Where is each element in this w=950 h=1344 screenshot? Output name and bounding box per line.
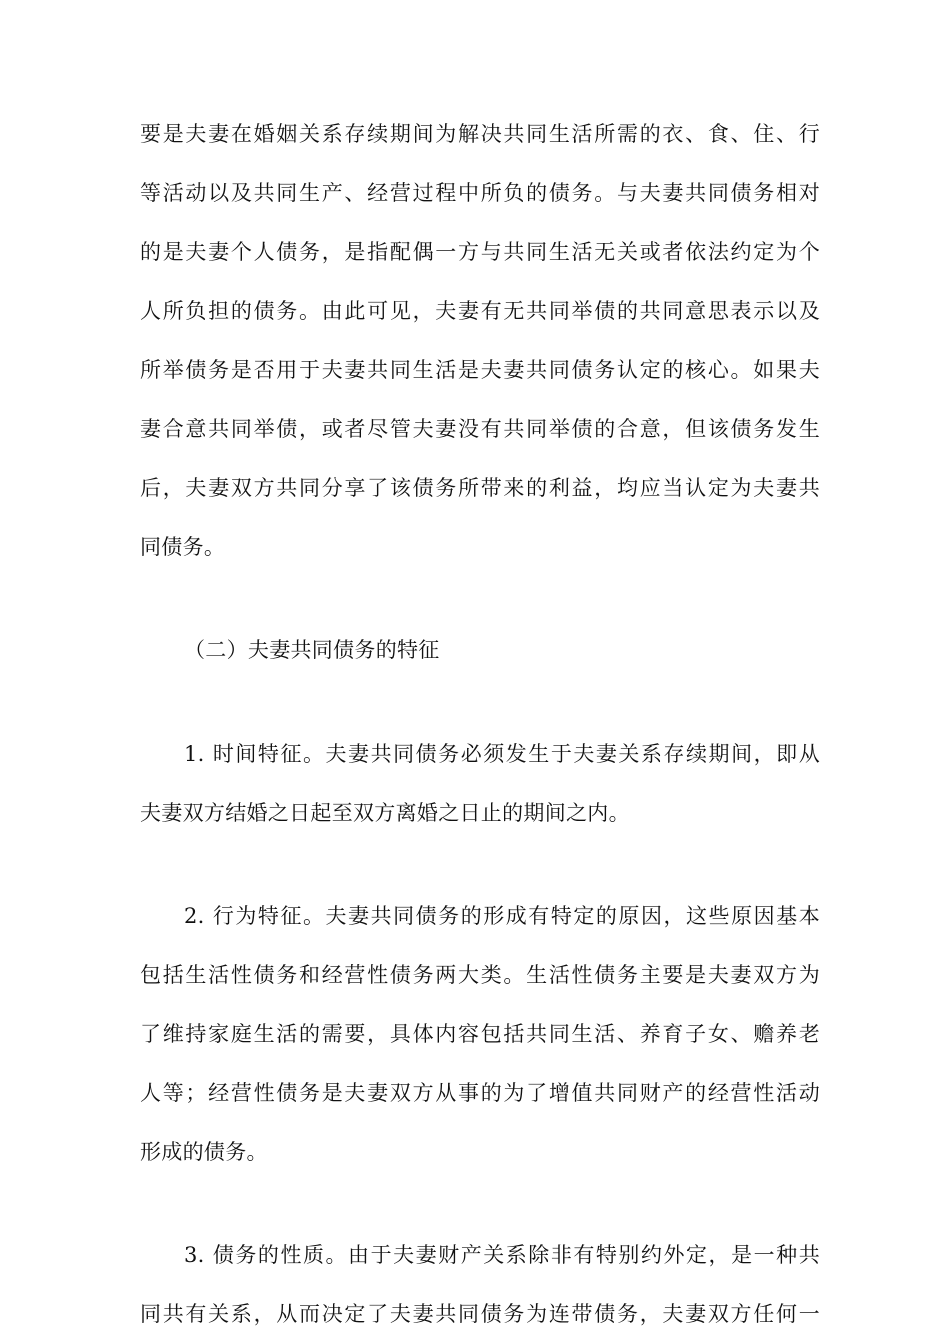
paragraph-line: 妻合意共同举债，或者尽管夫妻没有共同举债的合意，但该债务发生 xyxy=(140,417,820,441)
paragraph-line: 人等；经营性债务是夫妻双方从事的为了增值共同财产的经营性活动 xyxy=(140,1081,820,1105)
paragraph-line: 包括生活性债务和经营性债务两大类。生活性债务主要是夫妻双方为 xyxy=(140,963,820,987)
paragraph-line: 2. 行为特征。夫妻共同债务的形成有特定的原因，这些原因基本 xyxy=(184,904,820,928)
paragraph-line: 同共有关系，从而决定了夫妻共同债务为连带债务，夫妻双方任何一 xyxy=(140,1302,820,1326)
paragraph-line: 了维持家庭生活的需要，具体内容包括共同生活、养育子女、赡养老 xyxy=(140,1022,820,1046)
section-heading: （二）夫妻共同债务的特征 xyxy=(184,638,440,662)
paragraph-line: 3. 债务的性质。由于夫妻财产关系除非有特别约外定，是一种共 xyxy=(184,1243,820,1267)
paragraph-line: 同债务。 xyxy=(140,535,226,559)
paragraph-line: 形成的债务。 xyxy=(140,1140,268,1164)
paragraph-line: 人所负担的债务。由此可见，夫妻有无共同举债的共同意思表示以及 xyxy=(140,299,820,323)
paragraph-line: 要是夫妻在婚姻关系存续期间为解决共同生活所需的衣、食、住、行 xyxy=(140,122,820,146)
paragraph-line: 夫妻双方结婚之日起至双方离婚之日止的期间之内。 xyxy=(140,801,630,825)
paragraph-line: 的是夫妻个人债务，是指配偶一方与共同生活无关或者依法约定为个 xyxy=(140,240,820,264)
paragraph-line: 后，夫妻双方共同分享了该债务所带来的利益，均应当认定为夫妻共 xyxy=(140,476,820,500)
paragraph-line: 等活动以及共同生产、经营过程中所负的债务。与夫妻共同债务相对 xyxy=(140,181,820,205)
paragraph-line: 所举债务是否用于夫妻共同生活是夫妻共同债务认定的核心。如果夫 xyxy=(140,358,820,382)
paragraph-line: 1. 时间特征。夫妻共同债务必须发生于夫妻关系存续期间，即从 xyxy=(184,742,820,766)
